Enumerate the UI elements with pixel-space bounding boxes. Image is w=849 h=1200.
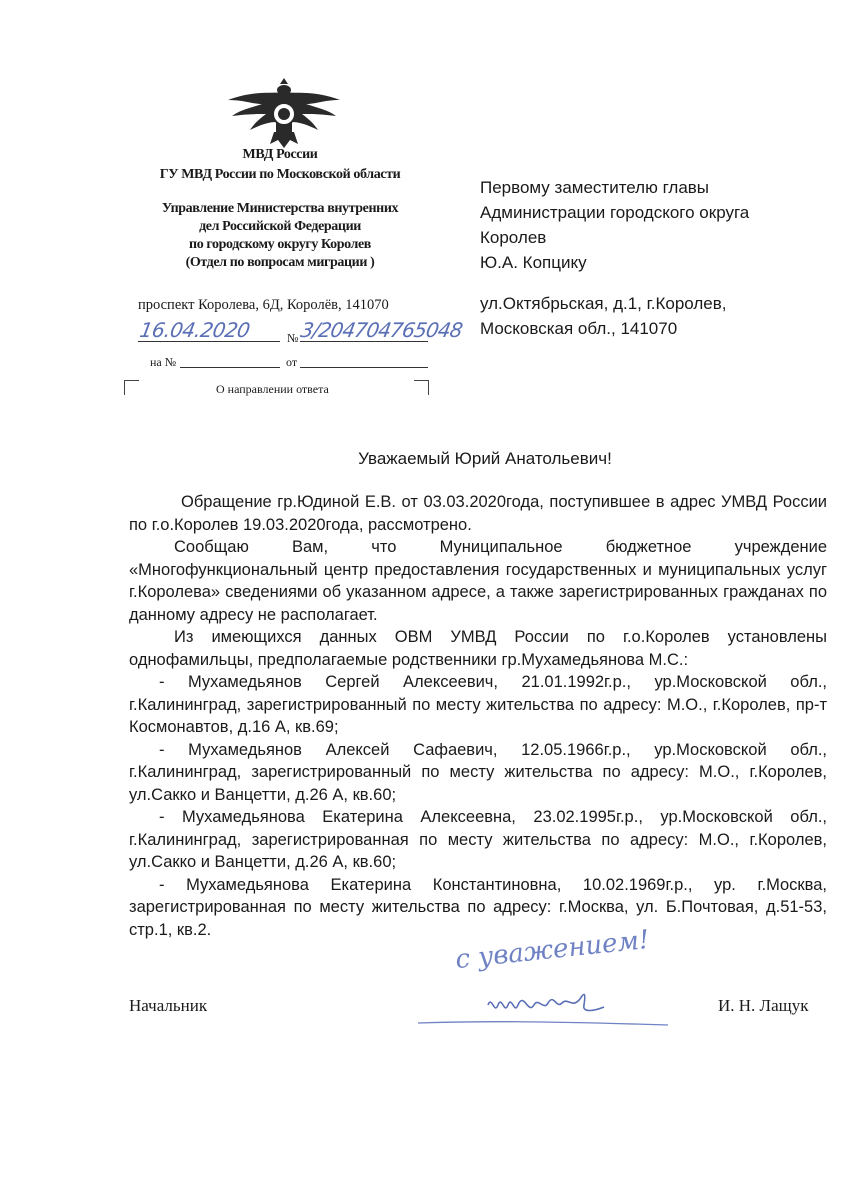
letter-subject: О направлении ответа	[216, 382, 329, 396]
date-underline	[138, 341, 280, 342]
org-parent-name: ГУ МВД России по Московской области	[159, 167, 401, 182]
relative-item: - Мухамедьянова Екатерина Константиновна, 10.02.1969г.р., ур. г.Москва, зарегистрированная по месту жительства по адресу: г.Москва, ул. Б.Почтовая, д.51-53, стр.1, кв.2.	[129, 875, 827, 939]
dept-line: (Отдел по вопросам миграции )	[185, 255, 375, 270]
number-underline	[300, 341, 428, 342]
relative-item: - Мухамедьянова Екатерина Алексеевна, 23.02.1995г.р., ур.Московской обл., г.Калининград, зарегистрированная по месту жительства по адресу: М.О., г.Королев, ул.Сакко и Ванцетти, д.26 А, кв.60;	[129, 808, 827, 871]
handwritten-date: 16.04.2020	[137, 318, 252, 342]
signer-title: Начальник	[129, 996, 208, 1015]
greeting: Уважаемый Юрий Анатольевич!	[358, 449, 612, 468]
subject-bracket-left	[124, 380, 139, 395]
handwritten-regards: с уважением!	[453, 924, 651, 976]
ref-number-label: на №	[150, 355, 177, 369]
department-name	[130, 200, 430, 272]
ref-number-line	[180, 367, 280, 368]
signature-icon	[418, 975, 678, 1035]
recipient-address	[480, 291, 727, 341]
recipient-address-line: ул.Октябрьская, д.1, г.Королев,	[480, 294, 727, 313]
org-name: МВД России	[242, 147, 318, 162]
mvd-emblem-icon	[214, 70, 354, 150]
relative-item: - Мухамедьянов Алексей Сафаевич, 12.05.1966г.р., ур.Московской обл., г.Калининград, зарегистрированный по месту жительства по адресу: М.О., г.Королев, ул.Сакко и Ванцетти, д.26 А, кв.60;	[129, 740, 827, 804]
recipient-block	[480, 175, 749, 275]
handwritten-number: 3/204704765048	[298, 318, 465, 342]
recipient-line: Королев	[480, 228, 547, 247]
relative-item: - Мухамедьянов Сергей Алексеевич, 21.01.1992г.р., ур.Московской обл., г.Калининград, зарегистрированный по месту жительства по адресу: М.О., г.Королев, пр-т Космонавтов, д.16 А, кв.69;	[129, 673, 827, 736]
recipient-line: Первому заместителю главы	[480, 178, 710, 197]
recipient-line: Администрации городского округа	[480, 203, 750, 222]
paragraph: Обращение гр.Юдиной Е.В. от 03.03.2020года, поступившее в адрес УМВД России по г.о.Королев 19.03.2020года, рассмотрено.	[129, 493, 827, 534]
recipient-line: Ю.А. Копцику	[480, 253, 587, 272]
subject-bracket-right	[414, 380, 429, 395]
dept-line: Управление Министерства внутренних	[161, 201, 399, 216]
ref-date-label: от	[286, 355, 298, 369]
dept-line: дел Российской Федерации	[199, 219, 361, 234]
recipient-address-line: Московская обл., 141070	[480, 319, 678, 338]
paragraph: Сообщаю Вам, что Муниципальное бюджетное учреждение «Многофункциональный центр предоставления государственных и муниципальных услуг г.Королева» сведениями об указанном адресе, а также зарегистрированных гражданах по данному адресу не располагает.	[129, 538, 827, 624]
letter-body	[129, 491, 827, 941]
ref-date-line	[300, 367, 428, 368]
dept-line: по городскому округу Королев	[189, 237, 371, 252]
sender-address: проспект Королева, 6Д, Королёв, 141070	[138, 297, 389, 313]
signer-name: И. Н. Лащук	[718, 996, 809, 1015]
paragraph: Из имеющихся данных ОВМ УМВД России по г.о.Королев установлены однофамильцы, предполагаемые родственники гр.Мухамедьянова М.С.:	[129, 628, 827, 669]
number-label: №	[287, 331, 299, 345]
